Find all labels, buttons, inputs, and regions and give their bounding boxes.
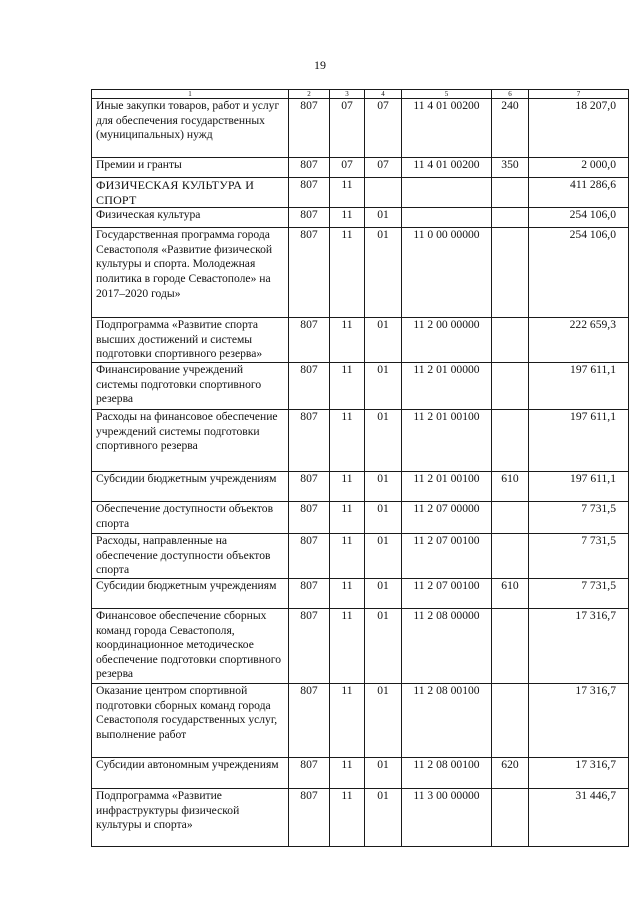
grbs-code: 807 xyxy=(289,409,330,471)
grbs-code: 807 xyxy=(289,788,330,846)
section-code: 07 xyxy=(330,99,365,158)
amount-value: 254 106,0 xyxy=(529,228,629,318)
grbs-code: 807 xyxy=(289,578,330,608)
subsection-code: 01 xyxy=(365,533,402,578)
section-code: 11 xyxy=(330,178,365,208)
amount-value: 197 611,1 xyxy=(529,409,629,471)
subsection-code: 01 xyxy=(365,471,402,501)
target-article-code xyxy=(402,208,492,228)
column-number: 1 xyxy=(92,90,289,99)
expense-type-code: 240 xyxy=(492,99,529,158)
target-article-code xyxy=(402,178,492,208)
budget-item-name: Обеспечение доступности объектов спорта xyxy=(92,501,289,533)
amount-value: 17 316,7 xyxy=(529,608,629,683)
target-article-code: 11 2 08 00100 xyxy=(402,683,492,757)
subsection-code: 01 xyxy=(365,608,402,683)
subsection-code: 01 xyxy=(365,578,402,608)
grbs-code: 807 xyxy=(289,208,330,228)
budget-item-name: Субсидии бюджетным учреждениям xyxy=(92,471,289,501)
budget-item-name: Иные закупки товаров, работ и услуг для обеспечения государственных (муниципальных) нужд xyxy=(92,99,289,158)
grbs-code: 807 xyxy=(289,608,330,683)
table-row xyxy=(92,228,629,318)
grbs-code: 807 xyxy=(289,533,330,578)
page-number: 19 xyxy=(314,58,326,72)
budget-item-name: Расходы на финансовое обеспечение учреждений системы подготовки спортивного резерва xyxy=(92,409,289,471)
target-article-code: 11 2 01 00000 xyxy=(402,362,492,409)
grbs-code: 807 xyxy=(289,757,330,788)
target-article-code: 11 3 00 00000 xyxy=(402,788,492,846)
amount-value: 254 106,0 xyxy=(529,208,629,228)
budget-item-name: Субсидии бюджетным учреждениям xyxy=(92,578,289,608)
section-code: 11 xyxy=(330,362,365,409)
grbs-code: 807 xyxy=(289,228,330,318)
section-code: 11 xyxy=(330,757,365,788)
section-code: 11 xyxy=(330,471,365,501)
target-article-code: 11 2 01 00100 xyxy=(402,409,492,471)
budget-item-name: Финансирование учреждений системы подготовки спортивного резерва xyxy=(92,362,289,409)
expense-type-code xyxy=(492,178,529,208)
target-article-code: 11 0 00 00000 xyxy=(402,228,492,318)
section-code: 11 xyxy=(330,318,365,363)
column-number-row xyxy=(92,90,629,99)
subsection-code: 01 xyxy=(365,228,402,318)
table-row xyxy=(92,318,629,363)
target-article-code: 11 4 01 00200 xyxy=(402,99,492,158)
section-code: 11 xyxy=(330,578,365,608)
table-row xyxy=(92,757,629,788)
section-code: 11 xyxy=(330,208,365,228)
grbs-code: 807 xyxy=(289,99,330,158)
expense-type-code: 610 xyxy=(492,578,529,608)
column-number: 4 xyxy=(365,90,402,99)
table-row xyxy=(92,158,629,178)
expense-type-code xyxy=(492,208,529,228)
expense-type-code xyxy=(492,683,529,757)
amount-value: 7 731,5 xyxy=(529,501,629,533)
column-number: 3 xyxy=(330,90,365,99)
expense-type-code xyxy=(492,362,529,409)
table-row xyxy=(92,178,629,208)
section-code: 11 xyxy=(330,683,365,757)
budget-table xyxy=(91,89,629,847)
table-row xyxy=(92,471,629,501)
amount-value: 7 731,5 xyxy=(529,533,629,578)
amount-value: 197 611,1 xyxy=(529,362,629,409)
target-article-code: 11 2 08 00100 xyxy=(402,757,492,788)
amount-value: 197 611,1 xyxy=(529,471,629,501)
grbs-code: 807 xyxy=(289,501,330,533)
subsection-code: 01 xyxy=(365,501,402,533)
expense-type-code: 610 xyxy=(492,471,529,501)
subsection-code: 01 xyxy=(365,757,402,788)
grbs-code: 807 xyxy=(289,158,330,178)
expense-type-code xyxy=(492,533,529,578)
amount-value: 17 316,7 xyxy=(529,757,629,788)
subsection-code: 01 xyxy=(365,362,402,409)
section-code: 07 xyxy=(330,158,365,178)
budget-item-name: Субсидии автономным учреждениям xyxy=(92,757,289,788)
target-article-code: 11 2 07 00100 xyxy=(402,533,492,578)
amount-value: 31 446,7 xyxy=(529,788,629,846)
section-code: 11 xyxy=(330,788,365,846)
budget-item-name: Оказание центром спортивной подготовки сборных команд города Севастополя государственных услуг, выполнение работ xyxy=(92,683,289,757)
subsection-code: 01 xyxy=(365,683,402,757)
table-row xyxy=(92,208,629,228)
section-code: 11 xyxy=(330,409,365,471)
table-row xyxy=(92,409,629,471)
subsection-code: 01 xyxy=(365,409,402,471)
expense-type-code xyxy=(492,788,529,846)
budget-item-name: ФИЗИЧЕСКАЯ КУЛЬТУРА И СПОРТ xyxy=(92,178,289,208)
amount-value: 222 659,3 xyxy=(529,318,629,363)
expense-type-code xyxy=(492,228,529,318)
amount-value: 411 286,6 xyxy=(529,178,629,208)
table-row xyxy=(92,578,629,608)
budget-item-name: Расходы, направленные на обеспечение доступности объектов спорта xyxy=(92,533,289,578)
table-row xyxy=(92,608,629,683)
target-article-code: 11 2 00 00000 xyxy=(402,318,492,363)
section-code: 11 xyxy=(330,501,365,533)
section-code: 11 xyxy=(330,608,365,683)
column-number: 5 xyxy=(402,90,492,99)
amount-value: 2 000,0 xyxy=(529,158,629,178)
section-code: 11 xyxy=(330,228,365,318)
column-number: 7 xyxy=(529,90,629,99)
table-row xyxy=(92,99,629,158)
subsection-code: 07 xyxy=(365,158,402,178)
budget-item-name: Физическая культура xyxy=(92,208,289,228)
budget-item-name: Подпрограмма «Развитие спорта высших достижений и системы подготовки спортивного резерва» xyxy=(92,318,289,363)
expense-type-code xyxy=(492,318,529,363)
budget-item-name: Подпрограмма «Развитие инфраструктуры физической культуры и спорта» xyxy=(92,788,289,846)
grbs-code: 807 xyxy=(289,178,330,208)
target-article-code: 11 4 01 00200 xyxy=(402,158,492,178)
table-row xyxy=(92,683,629,757)
subsection-code xyxy=(365,178,402,208)
expense-type-code: 620 xyxy=(492,757,529,788)
amount-value: 7 731,5 xyxy=(529,578,629,608)
table-row xyxy=(92,362,629,409)
grbs-code: 807 xyxy=(289,362,330,409)
section-code: 11 xyxy=(330,533,365,578)
subsection-code: 01 xyxy=(365,208,402,228)
target-article-code: 11 2 07 00000 xyxy=(402,501,492,533)
expense-type-code: 350 xyxy=(492,158,529,178)
grbs-code: 807 xyxy=(289,471,330,501)
budget-item-name: Государственная программа города Севастополя «Развитие физической культуры и спорта. Молодежная политика в городе Севастополе» на 2017–2020 годы» xyxy=(92,228,289,318)
table-row xyxy=(92,533,629,578)
budget-item-name: Финансовое обеспечение сборных команд города Севастополя, координационное методическое обеспечение подготовки спортивного резерва xyxy=(92,608,289,683)
target-article-code: 11 2 01 00100 xyxy=(402,471,492,501)
target-article-code: 11 2 08 00000 xyxy=(402,608,492,683)
grbs-code: 807 xyxy=(289,683,330,757)
expense-type-code xyxy=(492,608,529,683)
column-number: 6 xyxy=(492,90,529,99)
subsection-code: 07 xyxy=(365,99,402,158)
amount-value: 18 207,0 xyxy=(529,99,629,158)
expense-type-code xyxy=(492,501,529,533)
column-number: 2 xyxy=(289,90,330,99)
expense-type-code xyxy=(492,409,529,471)
table-row xyxy=(92,788,629,846)
budget-item-name: Премии и гранты xyxy=(92,158,289,178)
subsection-code: 01 xyxy=(365,318,402,363)
target-article-code: 11 2 07 00100 xyxy=(402,578,492,608)
subsection-code: 01 xyxy=(365,788,402,846)
amount-value: 17 316,7 xyxy=(529,683,629,757)
grbs-code: 807 xyxy=(289,318,330,363)
table-row xyxy=(92,501,629,533)
